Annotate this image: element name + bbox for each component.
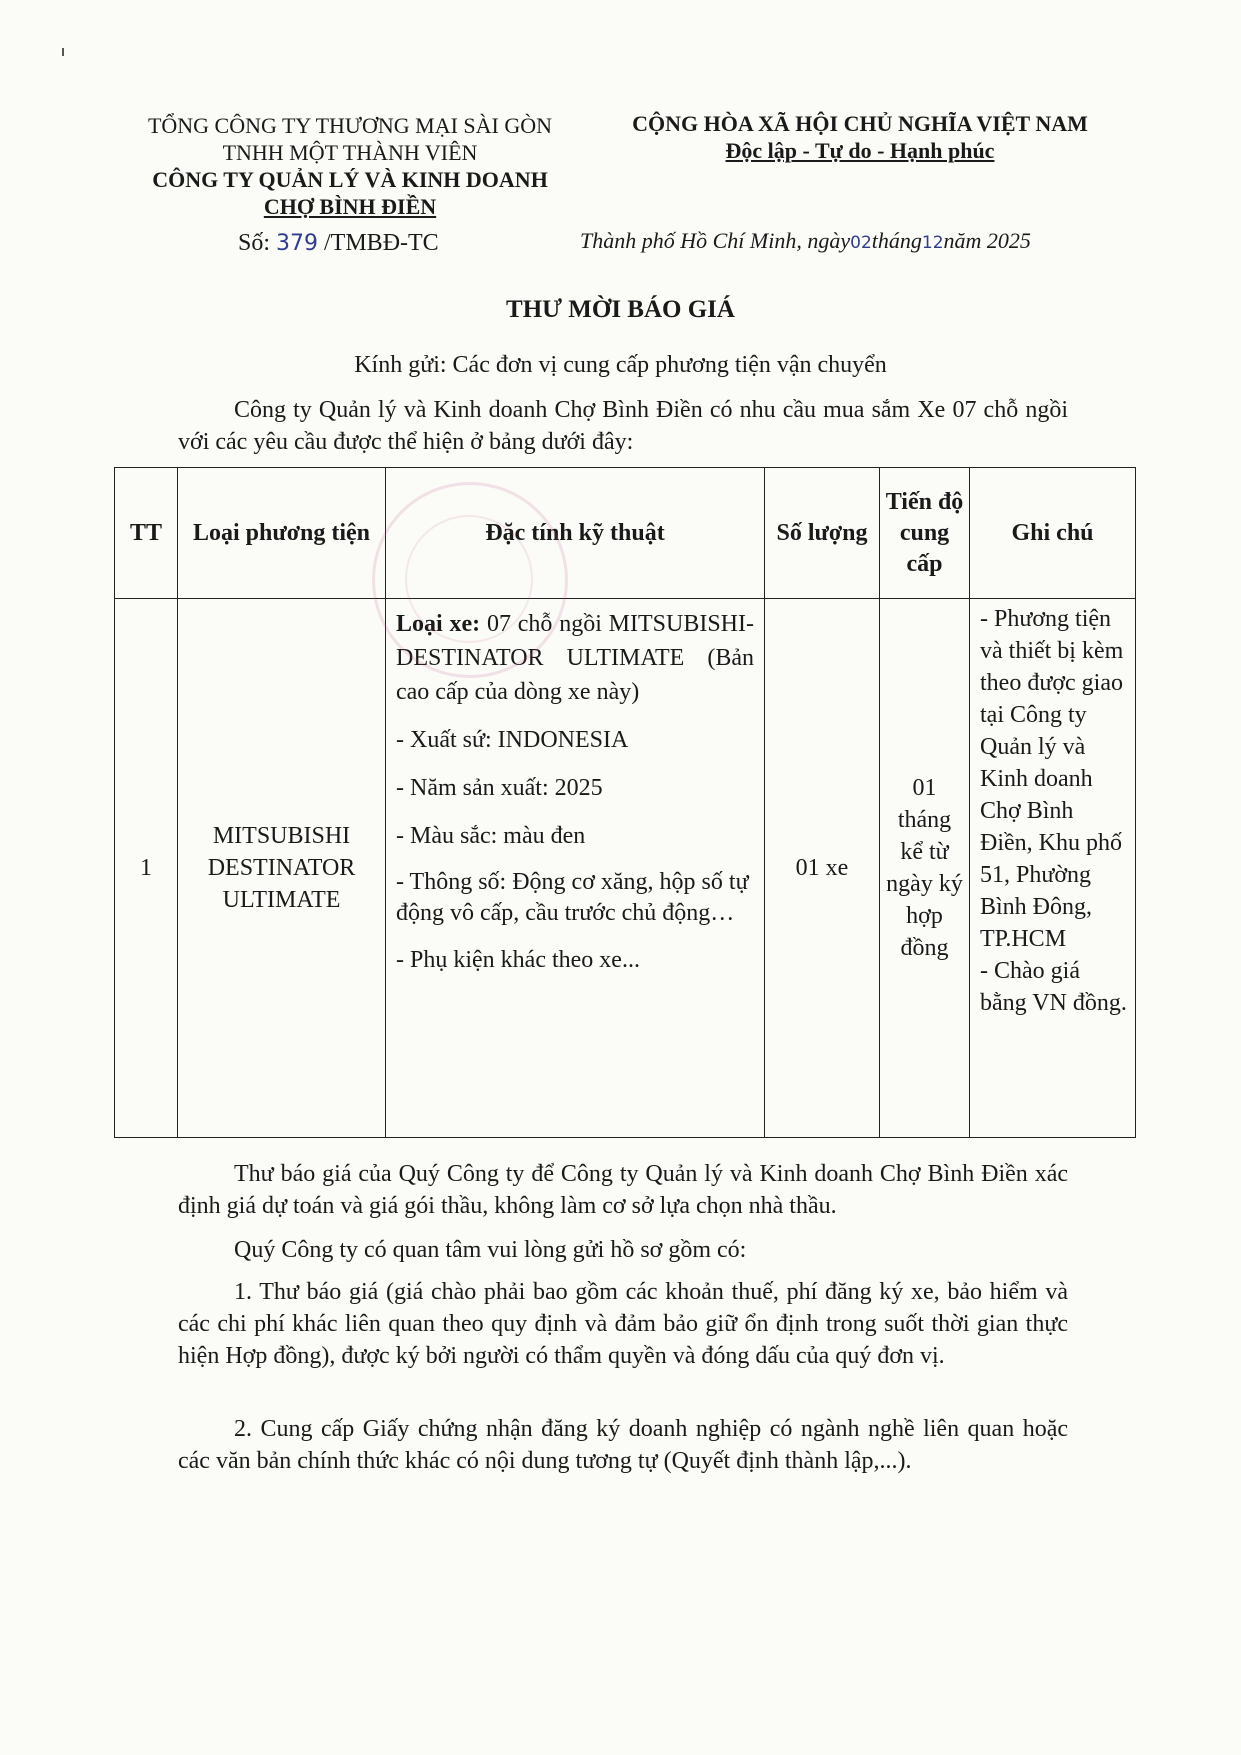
- date-month: 12: [921, 233, 944, 253]
- document-number: [238, 230, 439, 257]
- body-text-3: 1. Thư báo giá (giá chào phải bao gồm các khoản thuế, phí đăng ký xe, bảo hiểm và các chi phí khác liên quan theo quy định và đảm bảo giữ ổn định trong suốt thời gian thực hiện Hợp đồng), được ký bởi người có thẩm quyền và đóng dấu của quý đơn vị.: [178, 1279, 1068, 1369]
- date-month-label: tháng: [871, 228, 922, 253]
- issuer-parent: TỔNG CÔNG TY THƯƠNG MẠI SÀI GÒN: [147, 113, 553, 138]
- issuer-parent-type: TNHH MỘT THÀNH VIÊN: [222, 140, 478, 165]
- document-title: THƯ MỜI BÁO GIÁ: [506, 296, 735, 323]
- spec-car-type-label: Loại xe:: [396, 611, 481, 637]
- date-year: năm 2025: [943, 228, 1031, 253]
- header-tt: TT: [115, 468, 178, 599]
- number-handwritten: 379: [276, 231, 319, 256]
- header-note: Ghi chú: [970, 468, 1136, 599]
- spec-origin: - Xuất sứ: INDONESIA: [396, 727, 629, 753]
- intro-paragraph: [178, 394, 1068, 458]
- national-header: [600, 110, 1120, 164]
- body-text-2: Quý Công ty có quan tâm vui lòng gửi hồ sơ gồm có:: [234, 1237, 747, 1263]
- body-paragraph-4: [178, 1413, 1068, 1477]
- row-vehicle-type: MITSUBISHI DESTINATOR ULTIMATE: [178, 599, 386, 1138]
- spec-accessories: - Phụ kiện khác theo xe...: [396, 947, 640, 973]
- issuer-header: [120, 112, 580, 220]
- national-title: CỘNG HÒA XÃ HỘI CHỦ NGHĨA VIỆT NAM: [632, 111, 1088, 136]
- date-prefix: Thành phố Hồ Chí Minh, ngày: [580, 228, 851, 253]
- row-tt: 1: [115, 599, 178, 1138]
- note-currency: - Chào giá bằng VN đồng.: [980, 958, 1127, 1016]
- body-paragraph-1: [178, 1158, 1068, 1222]
- row-specs: [386, 599, 765, 1138]
- document-date: [580, 228, 1031, 254]
- row-notes: [970, 599, 1136, 1138]
- spec-car-type-value: 07 chỗ ngồi MITSUBISHI-DESTINATOR ULTIMATE (Bản cao cấp của dòng xe này): [396, 611, 755, 705]
- national-motto: Độc lập - Tự do - Hạnh phúc: [725, 138, 995, 163]
- body-paragraph-3: [178, 1276, 1068, 1372]
- spec-color: - Màu sắc: màu đen: [396, 823, 586, 849]
- header-qty: Số lượng: [765, 468, 880, 599]
- header-type: Loại phương tiện: [178, 468, 386, 599]
- intro-text: Công ty Quản lý và Kinh doanh Chợ Bình Điền có nhu cầu mua sắm Xe 07 chỗ ngồi với các yêu cầu được thể hiện ở bảng dưới đây:: [178, 397, 1068, 455]
- table-header-row: [115, 468, 1136, 599]
- date-day: 02: [850, 233, 872, 253]
- body-paragraph-2: [178, 1234, 1068, 1266]
- requirements-table: [114, 467, 1136, 1138]
- row-quantity: 01 xe: [765, 599, 880, 1138]
- recipient-line: Kính gửi: Các đơn vị cung cấp phương tiện vận chuyển: [354, 352, 887, 378]
- faint-seal: [372, 482, 568, 678]
- table-row: [115, 599, 1136, 1138]
- issuer-company-name: CHỢ BÌNH ĐIỀN: [263, 194, 437, 219]
- row-schedule: 01 tháng kể từ ngày ký hợp đồng: [880, 599, 970, 1138]
- spec-params: - Thông số: Động cơ xăng, hộp số tự động vô cấp, cầu trước chủ động…: [396, 869, 749, 926]
- spec-year: - Năm sản xuất: 2025: [396, 775, 603, 801]
- note-delivery: - Phương tiện và thiết bị kèm theo được giao tại Công ty Quản lý và Kinh doanh Chợ Bình Điền, Khu phố 51, Phường Bình Đông, TP.HCM: [980, 606, 1124, 952]
- header-specs: Đặc tính kỹ thuật: [386, 468, 765, 599]
- issuer-company: CÔNG TY QUẢN LÝ VÀ KINH DOANH: [152, 167, 548, 192]
- scan-mark: [62, 48, 64, 56]
- number-suffix: /TMBĐ-TC: [324, 230, 439, 256]
- header-schedule: Tiến độ cung cấp: [880, 468, 970, 599]
- number-prefix: Số:: [238, 230, 271, 256]
- body-text-4: 2. Cung cấp Giấy chứng nhận đăng ký doanh nghiệp có ngành nghề liên quan hoặc các văn bản chính thức khác có nội dung tương tự (Quyết định thành lập,...).: [178, 1416, 1068, 1474]
- body-text-1: Thư báo giá của Quý Công ty để Công ty Quản lý và Kinh doanh Chợ Bình Điền xác định giá dự toán và giá gói thầu, không làm cơ sở lựa chọn nhà thầu.: [178, 1161, 1068, 1219]
